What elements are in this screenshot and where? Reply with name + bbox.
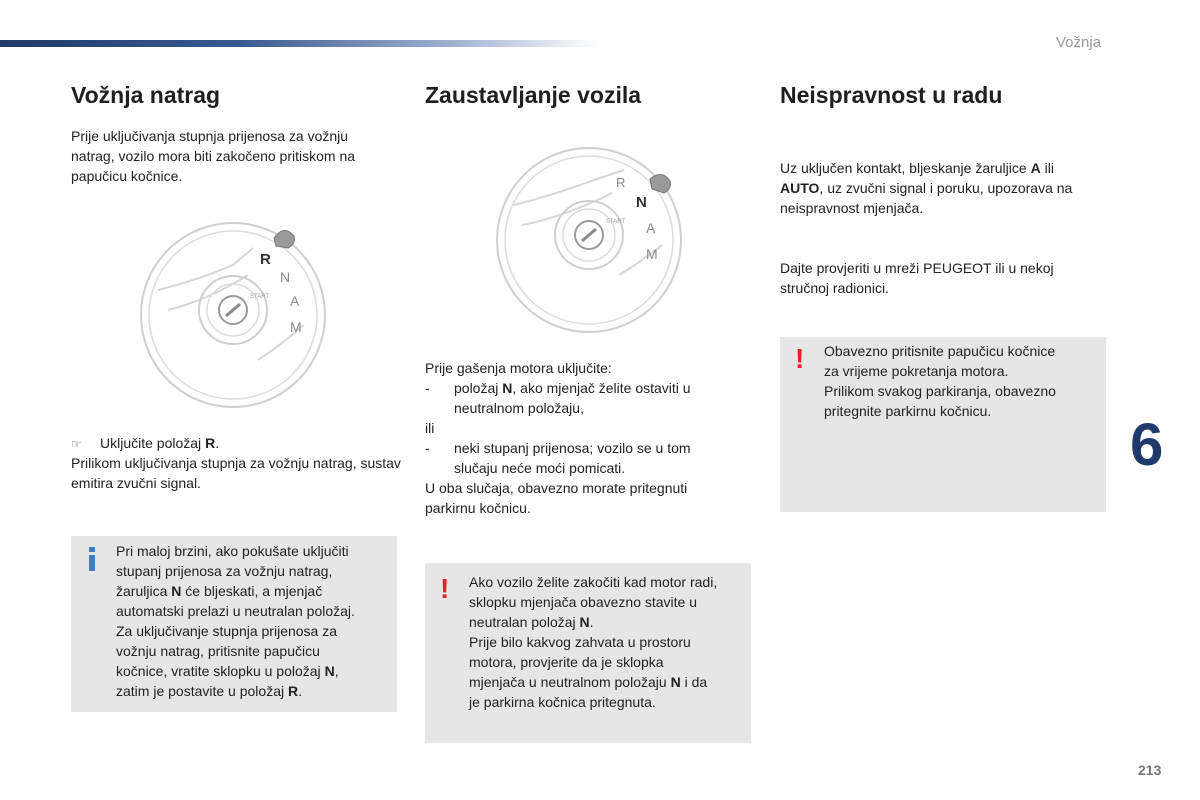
header-gradient-bar xyxy=(0,40,600,47)
dial-label-m: M xyxy=(646,246,658,262)
info-icon xyxy=(86,547,98,576)
warning-icon: ! xyxy=(440,573,450,604)
dial-label-r: R xyxy=(260,251,271,268)
dial-label-a: A xyxy=(646,220,656,236)
dial-label-a: A xyxy=(290,293,300,309)
pointing-hand-icon: ☞ xyxy=(71,437,82,451)
dial-start-label: START xyxy=(250,294,270,300)
section-title-stopping: Zaustavljanje vozila xyxy=(425,82,642,108)
dial-label-n: N xyxy=(636,194,647,211)
dial-start-label: START xyxy=(606,219,626,225)
malfunction-advice: Dajte provjeriti u mreži PEUGEOT ili u nekoj stručnoj radionici. xyxy=(780,260,1054,296)
reverse-intro: Prije uključivanja stupnja prijenosa za vožnju natrag, vozilo mora biti zakočeno pritiskom na papučicu kočnice. xyxy=(71,128,356,184)
gear-selector-neutral-illustration xyxy=(494,145,684,335)
warning-text-stopping: Ako vozilo želite zakočiti kad motor radi, sklopku mjenjača obavezno stavite u neutralan položaj N. Prije bilo kakvog zahvata u prostoru motora, provjerite da je sklopka mjenjača u neutralnom položaju N i da je parkirna kočnica pritegnuta. xyxy=(469,574,718,710)
malfunction-text: Uz uključen kontakt, bljeskanje žaruljice A ili AUTO, uz zvučni signal i poruku, upozorava na neispravnost mjenjača. xyxy=(780,160,1073,216)
warning-icon: ! xyxy=(795,343,805,374)
stopping-instructions: Prije gašenja motora uključite: - položaj N, ako mjenjač želite ostaviti u neutralnom položaju, ili - neki stupanj prijenosa; vozilo se u tom slučaju neće moći pomicati. U oba slučaja, obavezno morate pritegnuti parkirnu kočnicu. xyxy=(425,360,691,516)
gear-selector-reverse-illustration xyxy=(138,220,328,410)
warning-text-malfunction: Obavezno pritisnite papučicu kočnice za vrijeme pokretanja motora. Prilikom svakog parkiranja, obavezno pritegnite parkirnu kočnicu. xyxy=(824,343,1056,419)
dial-label-m: M xyxy=(290,319,302,335)
chapter-number: 6 xyxy=(1130,411,1164,478)
info-text-reverse: Pri maloj brzini, ako pokušate uključiti stupanj prijenosa za vožnju natrag, žaruljica N će bljeskati, a mjenjač automatski prelazi u neutralan položaj. Za uključivanje stupnja prijenosa za vožnju natrag, pritisnite papučicu kočnice, vratite sklopku u položaj N, zatim je postavite u položaj R. xyxy=(116,543,355,699)
chapter-title: Vožnja xyxy=(1056,34,1102,51)
dial-label-r: R xyxy=(616,175,626,190)
dial-label-n: N xyxy=(280,269,291,285)
reverse-after: Prilikom uključivanja stupnja za vožnju natrag, sustav emitira zvučni signal. xyxy=(71,455,401,491)
page-number: 213 xyxy=(1138,762,1162,778)
reverse-step: ☞ Uključite položaj R. xyxy=(71,433,391,454)
section-title-reverse: Vožnja natrag xyxy=(71,82,221,108)
section-title-malfunction: Neispravnost u radu xyxy=(780,82,1003,108)
